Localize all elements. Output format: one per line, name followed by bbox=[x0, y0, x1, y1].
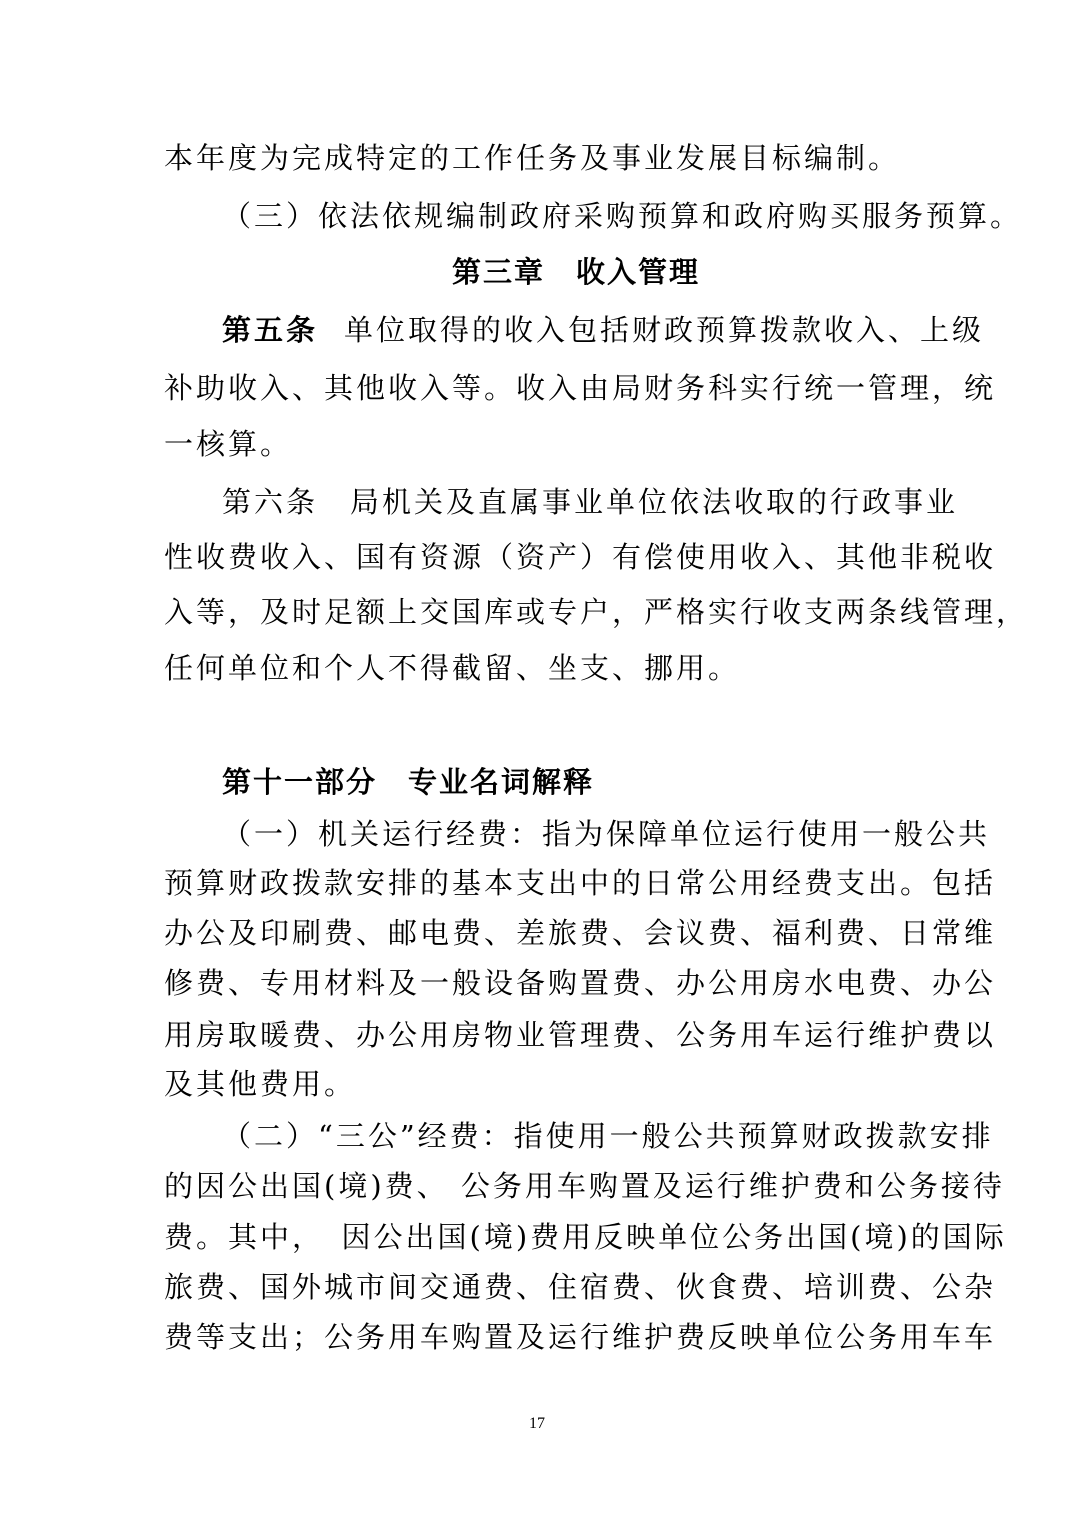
paragraph-line: （三）依法依规编制政府采购预算和政府购买服务预算。 bbox=[222, 199, 1023, 233]
paragraph-line: 费等支出；公务用车购置及运行维护费反映单位公务用车车 bbox=[164, 1320, 997, 1354]
article-five-line bbox=[222, 310, 985, 350]
paragraph-line: 的因公出国(境)费、 公务用车购置及运行维护费和公务接待 bbox=[164, 1169, 1005, 1203]
paragraph-line: 性收费收入、国有资源（资产）有偿使用收入、其他非税收 bbox=[164, 540, 997, 574]
paragraph-line: 预算财政拨款安排的基本支出中的日常公用经费支出。包括 bbox=[164, 866, 997, 900]
paragraph-line: 费。其中， 因公出国(境)费用反映单位公务出国(境)的国际 bbox=[164, 1220, 1007, 1254]
paragraph-line: 一核算。 bbox=[164, 427, 293, 461]
article-five-text: 单位取得的收入包括财政预算拨款收入、上级 bbox=[344, 313, 985, 347]
paragraph-line: 旅费、国外城市间交通费、住宿费、伙食费、培训费、公杂 bbox=[164, 1270, 997, 1304]
paragraph-line: 办公及印刷费、邮电费、差旅费、会议费、福利费、日常维 bbox=[164, 916, 997, 950]
paragraph-line: （二）“三公”经费：指使用一般公共预算财政拨款安排 bbox=[222, 1119, 994, 1153]
chapter-heading: 第三章 收入管理 bbox=[452, 255, 701, 289]
page-number: 17 bbox=[529, 1415, 545, 1432]
article-five-label: 第五条 bbox=[222, 313, 319, 347]
part-heading: 第十一部分 专业名词解释 bbox=[222, 765, 595, 799]
paragraph-line: 修费、专用材料及一般设备购置费、办公用房水电费、办公 bbox=[164, 966, 997, 1000]
paragraph-line: 及其他费用。 bbox=[164, 1067, 357, 1101]
paragraph-line: 用房取暖费、办公用房物业管理费、公务用车运行维护费以 bbox=[164, 1018, 997, 1052]
paragraph-line: 第六条 局机关及直属事业单位依法收取的行政事业 bbox=[222, 485, 959, 519]
paragraph-line: （一）机关运行经费：指为保障单位运行使用一般公共 bbox=[222, 817, 991, 851]
paragraph-line: 本年度为完成特定的工作任务及事业发展目标编制。 bbox=[164, 141, 901, 175]
paragraph-line: 入等，及时足额上交国库或专户，严格实行收支两条线管理， bbox=[164, 595, 1029, 629]
paragraph-line: 补助收入、其他收入等。收入由局财务科实行统一管理，统 bbox=[164, 371, 997, 405]
paragraph-line: 任何单位和个人不得截留、坐支、挪用。 bbox=[164, 651, 741, 685]
